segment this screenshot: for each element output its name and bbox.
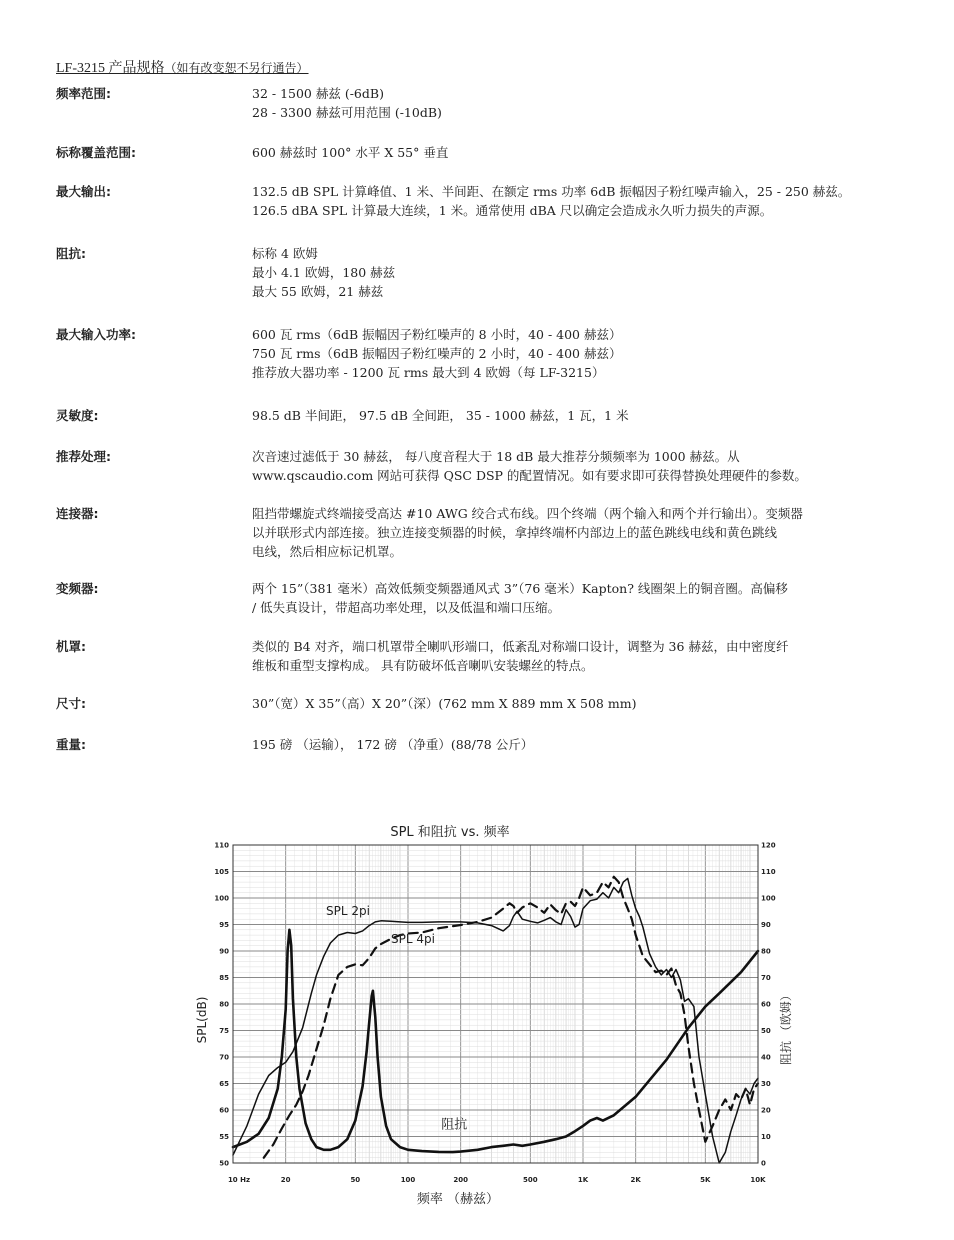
- spec-value-line: 28 - 3300 赫兹可用范围 (-10dB): [252, 105, 442, 120]
- x-tick-label: 500: [523, 1176, 538, 1184]
- y-right-tick-label: 30: [761, 1080, 771, 1088]
- spec-label: 最大输出:: [56, 184, 111, 199]
- spec-label: 重量:: [56, 737, 86, 752]
- spec-label: 最大输入功率:: [56, 327, 136, 342]
- spec-value-line: 阻挡带螺旋式终端接受高达 #10 AWG 绞合式布线。四个终端（两个输入和两个并行输出）。变频器: [252, 506, 803, 521]
- x-axis-label: 频率 （赫兹）: [416, 1192, 500, 1207]
- spec-value-line: 600 赫兹时 100° 水平 X 55° 垂直: [252, 145, 449, 160]
- y-tick-label: 70: [219, 1053, 229, 1062]
- spec-value-line: 次音速过滤低于 30 赫兹， 每八度音程大于 18 dB 最大推荐分频频率为 1000 赫兹。从: [252, 449, 740, 464]
- y-tick-label: 75: [219, 1027, 229, 1035]
- y-right-tick-label: 90: [761, 921, 771, 929]
- spec-label: 频率范围:: [56, 86, 111, 101]
- x-tick-label: 20: [280, 1176, 291, 1184]
- y-tick-label: 55: [219, 1133, 229, 1141]
- x-tick-label: 10 Hz: [227, 1176, 251, 1184]
- y-tick-label: 60: [219, 1106, 229, 1115]
- y-right-tick-label: 120: [761, 841, 776, 850]
- y-tick-label: 65: [219, 1080, 229, 1088]
- chart-title: SPL 和阻抗 vs. 频率: [390, 825, 510, 840]
- spec-label: 连接器:: [56, 506, 99, 521]
- spec-value-line: / 低失真设计，带超高功率处理，以及低温和端口压缩。: [252, 600, 561, 615]
- chart-grid: [233, 845, 758, 1163]
- spec-label: 尺寸:: [56, 696, 86, 711]
- spec-value-line: 两个 15”（381 毫米）高效低频变频器通风式 3”（76 毫米）Kapton? 线圈架上的铜音圈。高偏移: [252, 581, 788, 596]
- x-tick-label: 2K: [630, 1176, 641, 1184]
- spec-value-line: 以并联形式内部连接。独立连接变频器的时候，拿掉终端杯内部边上的蓝色跳线电线和黄色跳线: [252, 525, 778, 540]
- y-tick-label: 95: [219, 921, 229, 929]
- spec-value-line: 750 瓦 rms（6dB 振幅因子粉红噪声的 2 小时，40 - 400 赫兹）: [252, 346, 622, 361]
- x-tick-label: 100: [400, 1176, 416, 1184]
- spec-label: 推荐处理:: [56, 449, 111, 464]
- y-right-tick-label: 60: [761, 1000, 771, 1009]
- annotation-impedance: 阻抗: [441, 1117, 468, 1133]
- x-tick-label: 50: [350, 1176, 361, 1184]
- spec-value-line: 98.5 dB 半间距， 97.5 dB 全间距， 35 - 1000 赫兹，1 瓦，1 米: [252, 408, 629, 423]
- title-note: （如有改变恕不另行通告）: [164, 61, 309, 75]
- y-right-tick-label: 10: [761, 1133, 771, 1141]
- document-title: [56, 57, 309, 77]
- x-tick-label: 10K: [750, 1176, 766, 1184]
- spec-value-line: 维板和重型支撑构成。 具有防破坏低音喇叭安装螺丝的特点。: [252, 658, 594, 673]
- y-axis-label: SPL(dB): [195, 996, 209, 1044]
- spec-value-line: 195 磅 （运输）， 172 磅 （净重）(88/78 公斤）: [252, 737, 534, 752]
- chart-ticks: [214, 842, 775, 1185]
- spec-value-line: 电线，然后相应标记机罩。: [252, 544, 403, 559]
- y-right-tick-label: 100: [761, 894, 776, 903]
- spec-value-line: 32 - 1500 赫兹 (-6dB): [252, 86, 384, 101]
- spec-value-line: 标称 4 欧姆: [252, 246, 318, 261]
- spec-value-line: 类似的 B4 对齐，端口机罩带全喇叭形端口，低紊乱对称端口设计，调整为 36 赫兹，由中密度纤: [252, 639, 789, 654]
- y-axis-right-label: 阻抗 （欧姆）: [779, 989, 793, 1065]
- y-tick-label: 105: [214, 868, 229, 876]
- spec-label: 灵敏度:: [56, 408, 99, 423]
- spec-value-line: 126.5 dBA SPL 计算最大连续，1 米。通常使用 dBA 尺以确定会造成永久听力损失的声源。: [252, 203, 773, 218]
- spec-label: 变频器:: [56, 581, 99, 596]
- y-right-tick-label: 50: [761, 1027, 771, 1035]
- title-main: LF-3215 产品规格: [56, 61, 165, 76]
- chart-series: [233, 877, 758, 1163]
- x-tick-label: 5K: [700, 1176, 711, 1184]
- y-right-tick-label: 70: [761, 974, 771, 982]
- spec-label: 标称覆盖范围:: [56, 145, 136, 160]
- y-tick-label: 85: [219, 974, 229, 982]
- spec-value-line: 600 瓦 rms（6dB 振幅因子粉红噪声的 8 小时，40 - 400 赫兹）: [252, 327, 622, 342]
- y-right-tick-label: 0: [761, 1159, 766, 1168]
- y-tick-label: 50: [219, 1159, 229, 1168]
- annotation-spl-4pi: SPL 4pi: [391, 932, 435, 947]
- spec-value-line: 30”（宽）X 35”（高）X 20”（深）(762 mm X 889 mm X 508 mm): [252, 696, 637, 711]
- spec-value-line: 132.5 dB SPL 计算峰值、1 米、半间距、在额定 rms 功率 6dB 振幅因子粉红噪声输入，25 - 250 赫兹。: [252, 184, 851, 199]
- y-tick-label: 90: [219, 947, 229, 956]
- series-line-spl-4pi: [264, 877, 758, 1158]
- plot-frame: [233, 845, 758, 1163]
- y-tick-label: 80: [219, 1000, 229, 1009]
- spec-label: 机罩:: [56, 639, 86, 654]
- x-tick-label: 200: [453, 1176, 468, 1184]
- spec-value-line: 推荐放大器功率 - 1200 瓦 rms 最大到 4 欧姆（每 LF-3215）: [252, 365, 605, 380]
- y-tick-label: 110: [214, 841, 229, 850]
- spec-value-line: 最大 55 欧姆，21 赫兹: [252, 284, 384, 299]
- series-line-impedance: [233, 930, 758, 1152]
- series-line-spl-2pi: [233, 878, 758, 1163]
- spec-value-line: www.qscaudio.com 网站可获得 QSC DSP 的配置情况。如有要求即可获得替换处理硬件的参数。: [252, 468, 807, 483]
- y-tick-label: 100: [214, 894, 229, 903]
- y-right-tick-label: 80: [761, 947, 771, 956]
- y-right-tick-label: 40: [761, 1053, 771, 1062]
- annotation-spl-2pi: SPL 2pi: [326, 903, 370, 918]
- spec-label: 阻抗:: [56, 246, 86, 261]
- spec-value-line: 最小 4.1 欧姆，180 赫兹: [252, 265, 396, 280]
- y-right-tick-label: 110: [761, 868, 776, 876]
- x-tick-label: 1K: [577, 1176, 589, 1184]
- y-right-tick-label: 20: [761, 1106, 771, 1115]
